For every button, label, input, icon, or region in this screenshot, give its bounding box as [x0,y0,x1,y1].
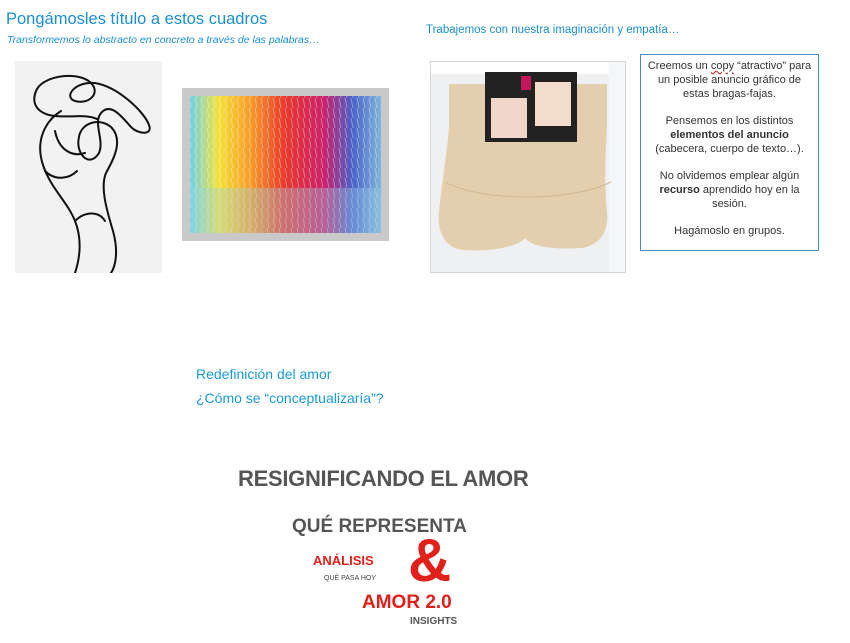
p2-text-a: Pensemos en los distintos [665,115,794,127]
what-it-represents-label: QUÉ REPRESENTA [292,516,467,537]
p3-text-a: No olvidemos emplear algún [659,170,800,182]
conceptualize-question: ¿Cómo se “conceptualizaría”? [196,390,384,406]
slide1-subtitle: Transformemos lo abstracto en concreto a través de las palabras… [7,34,320,46]
p1-text-a: Creemos un [647,60,711,72]
p3-text-b: aprendido hoy en la sesión. [699,184,800,210]
shapewear-product-photo [430,61,626,273]
colorful-abstract-painting-image [182,88,389,241]
love-2-0-label: AMOR 2.0 [362,592,452,613]
ampersand-graphic: & [408,527,452,594]
instruction-paragraph-2 [645,114,814,156]
instruction-paragraph-4: Hagámoslo en grupos. [674,225,785,237]
p2-bold: elementos del anuncio [670,129,789,141]
p1-copy-word: copy [710,60,735,72]
instruction-paragraph-3 [645,169,814,211]
p2-text-b: (cabecera, cuerpo de texto…). [655,143,804,155]
line-art-figure-image [15,61,162,273]
what-happens-today-label: QUÉ PASA HOY [324,575,376,582]
insights-label: INSIGHTS [410,616,458,627]
slide1-title: Pongámosles título a estos cuadros [6,10,268,28]
p1-text-b: “atractivo” para un posible anuncio gráfico de estas bragas-fajas. [657,60,812,100]
activity-instructions-box [640,54,819,251]
slide2-title: Trabajemos con nuestra imaginación y empatía… [426,24,680,36]
redefinition-heading: Redefinición del amor [196,366,332,382]
resignifying-love-heading: RESIGNIFICANDO EL AMOR [238,466,529,491]
instruction-paragraph-1 [645,59,814,101]
p3-bold: recurso [659,184,700,196]
analysis-label: ANÁLISIS [313,553,374,568]
